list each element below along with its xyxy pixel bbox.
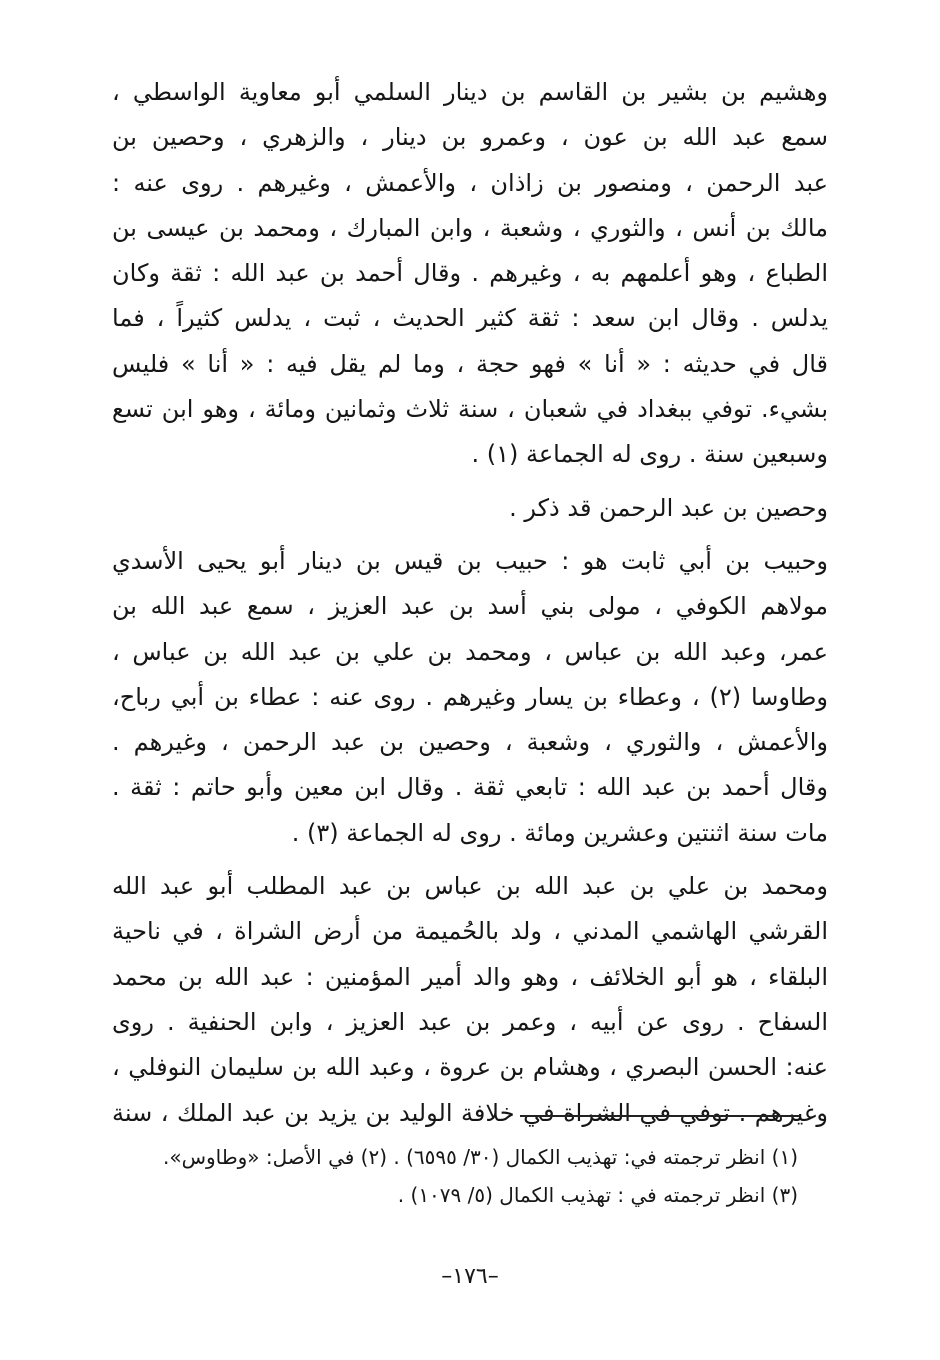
text-line: عنه: الحسن البصري ، وهشام بن عروة ، وعبد الله بن سليمان النوفلي ،: [112, 1053, 828, 1082]
paragraph-gap: [112, 531, 828, 539]
text-line: وطاوسا (٢) ، وعطاء بن يسار وغيرهم . روى عنه : عطاء بن أبي رباح،: [112, 682, 828, 711]
text-line: القرشي الهاشمي المدني ، ولد بالحُميمة من أرض الشراة ، في ناحية: [112, 917, 828, 946]
text-line: وغيرهم . توفي في الشراة في خلافة الوليد بن يزيد بن عبد الملك ، سنة: [112, 1098, 828, 1127]
text-line: الطباع ، وهو أعلمهم به ، وغيرهم . وقال أحمد بن عبد الله : ثقة وكان: [112, 259, 828, 288]
footnote-line: (١) انظر ترجمته في: تهذيب الكمال (٣٠/ ٦٥٩٥) . (٢) في الأصل: «وطاوس».: [162, 1145, 798, 1169]
text-line: وقال أحمد بن عبد الله : تابعي ثقة . وقال ابن معين وأبو حاتم : ثقة .: [112, 773, 828, 802]
text-line: والأعمش ، والثوري ، وشعبة ، وحصين بن عبد الرحمن ، وغيرهم .: [112, 728, 828, 757]
text-line: وسبعين سنة . روى له الجماعة (١) .: [471, 440, 828, 469]
text-line: مالك بن أنس ، والثوري ، وشعبة ، وابن المبارك ، ومحمد بن عيسى بن: [112, 213, 828, 242]
text-line: عمر، وعبد الله بن عباس ، ومحمد بن علي بن عبد الله بن عباس ،: [112, 637, 828, 666]
text-line: وحبيب بن أبي ثابت هو : حبيب بن قيس بن دينار أبو يحيى الأسدي: [112, 546, 828, 575]
text-line: مولاهم الكوفي ، مولى بني أسد بن عبد العزيز ، سمع عبد الله بن: [112, 592, 828, 621]
paragraph-gap: [112, 478, 828, 486]
text-line: بشيء. توفي ببغداد في شعبان ، سنة ثلاث وثمانين ومائة ، وهو ابن تسع: [112, 395, 828, 424]
paragraph-husayn: [112, 486, 828, 531]
footnote-divider: [520, 1115, 800, 1117]
text-line: قال في حديثه : « أنا » فهو حجة ، وما لم يقل فيه : « أنا » فليس: [112, 349, 828, 378]
paragraph-gap: [112, 856, 828, 864]
text-line: وهشيم بن بشير بن القاسم بن دينار السلمي أبو معاوية الواسطي ،: [112, 78, 828, 106]
paragraph-muhammad: [112, 864, 828, 1136]
text-line: عبد الرحمن ، ومنصور بن زاذان ، والأعمش ، وغيرهم . روى عنه :: [112, 168, 828, 197]
paragraph-hushaym: [112, 70, 828, 478]
footnote-line: (٣) انظر ترجمته في : تهذيب الكمال (٥/ ١٠٧٩) .: [397, 1183, 798, 1207]
text-line: مات سنة اثنتين وعشرين ومائة . روى له الجماعة (٣) .: [291, 818, 828, 847]
paragraph-habib: [112, 539, 828, 856]
text-line: وحصين بن عبد الرحمن قد ذكر .: [509, 493, 828, 522]
text-line: يدلس . وقال ابن سعد : ثقة كثير الحديث ، ثبت ، يدلس كثيراً ، فما: [112, 304, 828, 333]
text-line: سمع عبد الله بن عون ، وعمرو بن دينار ، والزهري ، وحصين بن: [112, 123, 828, 152]
text-line: ومحمد بن علي بن عبد الله بن عباس بن عبد المطلب أبو عبد الله: [112, 872, 828, 901]
text-line: البلقاء ، هو أبو الخلائف ، وهو والد أمير المؤمنين : عبد الله بن محمد: [112, 962, 828, 991]
main-text: [112, 70, 828, 1136]
text-line: السفاح . روى عن أبيه ، وعمر بن عبد العزيز ، وابن الحنفية . روى: [112, 1007, 828, 1036]
page-number: –١٧٦–: [441, 1264, 499, 1289]
footnotes: [112, 1138, 798, 1214]
